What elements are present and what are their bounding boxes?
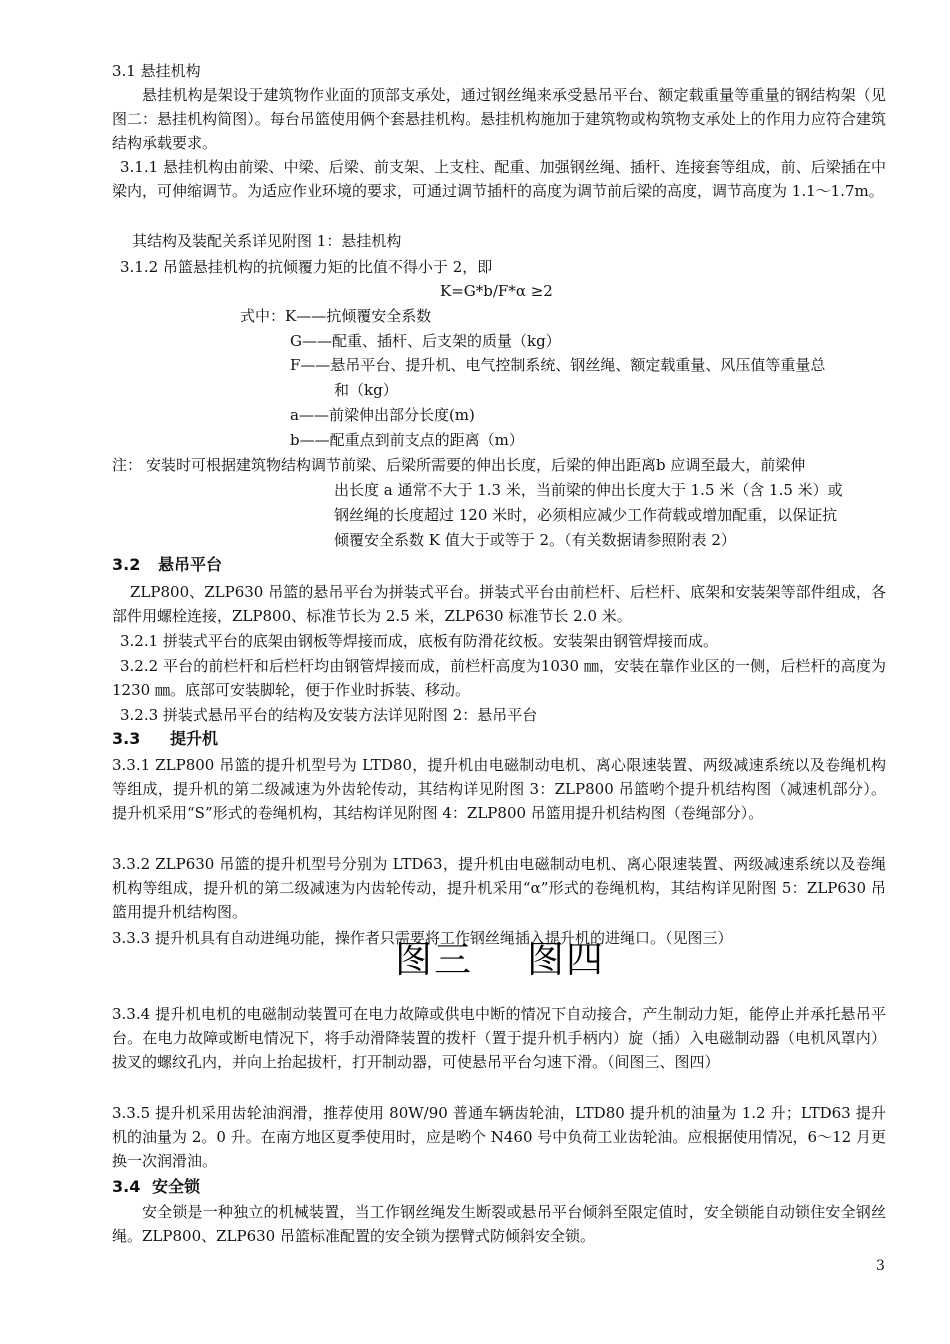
section-3-4-title: 安全锁	[152, 1177, 201, 1196]
paragraph-3-1-1: 3.1.1 悬挂机构由前梁、中梁、后梁、前支架、上支柱、配重、加强钢丝绳、插杆、连接套等组成，前、后梁插在中梁内，可伸缩调节。为适应作业环境的要求，可通过调节插杆的高度为调节前后梁的高度，调节高度为 1.1～1.7m。	[112, 158, 886, 200]
paragraph-3-3-5: 3.3.5 提升机采用齿轮油润滑，推荐使用 80W/90 普通车辆齿轮油，LTD80 提升机的油量为 1.2 升；LTD63 提升机的油量为 2。0 升。在南方地区夏季使用时，应是哟个 N460 号中负荷工业齿轮油。应根据使用情况，6～12 月更换一次润滑油。	[112, 1104, 886, 1170]
section-3-3-title: 提升机	[170, 729, 219, 748]
paragraph-3-2-3: 3.2.3 拼装式悬吊平台的结构及安装方法详见附图 2：悬吊平台	[120, 706, 538, 724]
note-line-3: 钢丝绳的长度超过 120 米时，必须相应减少工作荷载或增加配重，以保证抗	[334, 506, 838, 524]
paragraph-3-3-2: 3.3.2 ZLP630 吊篮的提升机型号分别为 LTD63，提升机由电磁制动电机、离心限速装置、两级减速系统以及卷绳机构等组成，提升机的第二级减速为内齿轮传动，提升机采用“α”形式的卷绳机构，其结构详见附图 5：ZLP630 吊篮用提升机结构图。	[112, 855, 886, 921]
section-3-2-title: 悬吊平台	[158, 555, 223, 574]
formula-def-b: b——配重点到前支点的距离（m）	[290, 431, 524, 449]
section-3-2-intro: ZLP800、ZLP630 吊篮的悬吊平台为拼装式平台。拼装式平台由前栏杆、后栏杆、底架和安装架等部件组成，各部件用螺栓连接，ZLP800、标准节长为 2.5 米，ZLP630 标准节长 2.0 米。	[112, 583, 886, 625]
formula-def-a: a——前梁伸出部分长度(m)	[290, 406, 475, 424]
note-line-2: 出长度 a 通常不大于 1.3 米，当前梁的伸出长度大于 1.5 米（含 1.5 米）或	[334, 481, 843, 499]
paragraph-3-2-2: 3.2.2 平台的前栏杆和后栏杆均由钢管焊接而成，前栏杆高度为1030 ㎜，安装在靠作业区的一侧，后栏杆的高度为 1230 ㎜。底部可安装脚轮，便于作业时拆装、移动。	[112, 657, 886, 699]
anti-overturn-formula: K=G*b/F*α ≥2	[440, 282, 553, 300]
figure-4-title: 图四	[527, 938, 605, 981]
paragraph-3-2-1: 3.2.1 拼装式平台的底架由钢板等焊接而成，底板有防滑花纹板。安装架由钢管焊接而成。	[120, 632, 718, 650]
section-3-4-number: 3.4	[112, 1177, 141, 1196]
paragraph-3-3-1: 3.3.1 ZLP800 吊篮的提升机型号为 LTD80，提升机由电磁制动电机、离心限速装置、两级减速系统以及卷绳机构等组成，提升机的第二级减速为外齿轮传动，其结构详见附图 3：ZLP800 吊篮哟个提升机结构图（减速机部分）。提升机采用“S”形式的卷绳机构，其结构详见附图 4：ZLP800 吊篮用提升机结构图（卷绳部分）。	[112, 756, 886, 822]
structure-note: 其结构及装配关系详见附图 1：悬挂机构	[132, 232, 402, 250]
formula-def-k: 式中：K——抗倾覆安全系数	[240, 307, 432, 325]
section-3-3-heading	[112, 727, 218, 751]
formula-def-f-cont: 和（kg）	[334, 381, 398, 399]
section-3-4-heading	[112, 1175, 200, 1199]
formula-def-f: F——悬吊平台、提升机、电气控制系统、钢丝绳、额定载重量、风压值等重量总	[290, 356, 826, 374]
formula-def-g: G——配重、插杆、后支架的质量（kg）	[290, 332, 561, 350]
section-3-1-intro: 悬挂机构是架设于建筑物作业面的顶部支承处，通过钢丝绳来承受悬吊平台、额定载重量等重量的钢结构架（见图二：悬挂机构简图）。每台吊篮使用俩个套悬挂机构。悬挂机构施加于建筑物或构筑物支承处上的作用力应符合建筑结构承载要求。	[112, 86, 886, 152]
section-3-2-number: 3.2	[112, 555, 141, 574]
note-label: 注：	[112, 456, 143, 474]
note-line-1: 安装时可根据建筑物结构调节前梁、后梁所需要的伸出长度，后梁的伸出距离b 应调至最大，前梁伸	[146, 456, 806, 474]
section-3-3-number: 3.3	[112, 729, 141, 748]
section-3-2-heading	[112, 553, 222, 577]
paragraph-3-3-3: 3.3.3 提升机具有自动进绳功能，操作者只需要将工作钢丝绳插入提升机的进绳口。（见图三）	[112, 929, 733, 947]
paragraph-3-3-4: 3.3.4 提升机电机的电磁制动装置可在电力故障或供电中断的情况下自动接合，产生制动力矩，能停止并承托悬吊平台。在电力故障或断电情况下，将手动滑降装置的拨杆（置于提升机手柄内）旋（插）入电磁制动器（电机风罩内）拔叉的螺纹孔内，并向上抬起拔杆，打开制动器，可使悬吊平台匀速下滑。（间图三、图四）	[112, 1005, 886, 1071]
note-line-4: 倾覆安全系数 K 值大于或等于 2。（有关数据请参照附表 2）	[334, 531, 736, 549]
page-number: 3	[876, 1258, 885, 1274]
section-3-4-intro: 安全锁是一种独立的机械装置，当工作钢丝绳发生断裂或悬吊平台倾斜至限定值时，安全锁能自动锁住安全钢丝绳。ZLP800、ZLP630 吊篮标准配置的安全锁为摆臂式防倾斜安全锁。	[112, 1203, 886, 1245]
paragraph-3-1-2: 3.1.2 吊篮悬挂机构的抗倾覆力矩的比值不得小于 2，即	[120, 258, 493, 276]
figure-3-title: 图三	[395, 938, 473, 981]
section-3-1-heading: 3.1 悬挂机构	[112, 62, 201, 80]
figure-titles	[395, 940, 605, 980]
